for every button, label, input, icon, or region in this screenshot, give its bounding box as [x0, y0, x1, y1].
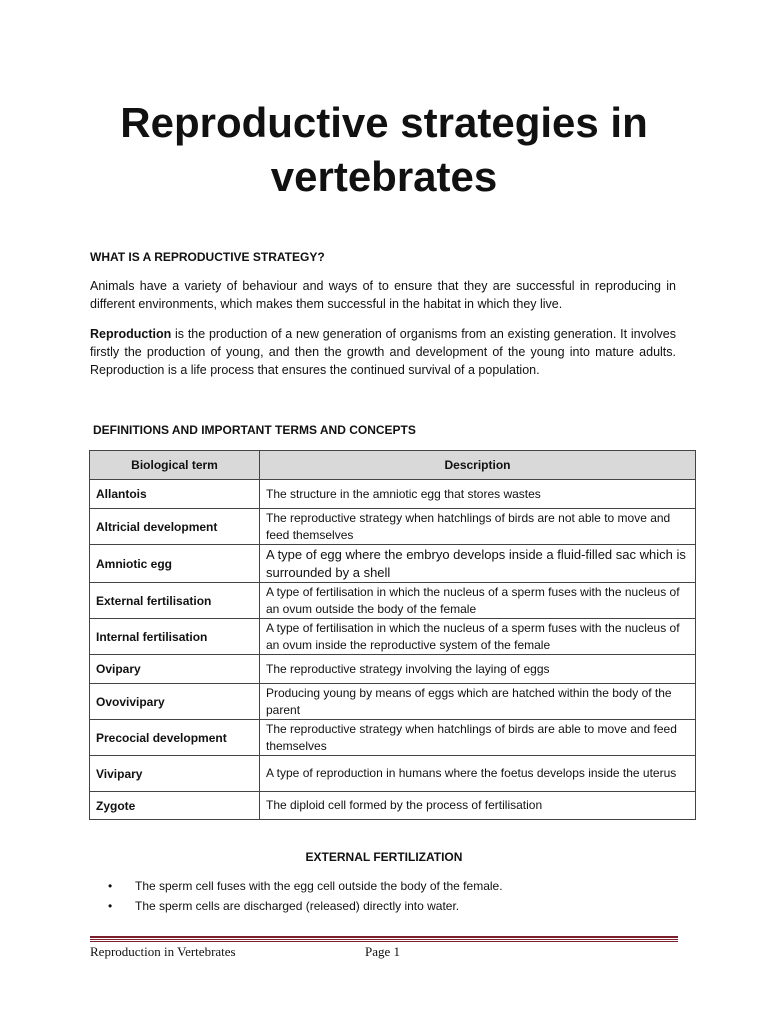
section-heading-definitions: DEFINITIONS AND IMPORTANT TERMS AND CONCEPTS: [93, 423, 416, 437]
term-cell: Allantois: [90, 480, 260, 509]
bullet-icon: •: [108, 899, 113, 913]
table-row: [90, 480, 696, 509]
table-header-row: [90, 451, 696, 480]
description-cell: The diploid cell formed by the process of fertilisation: [260, 792, 696, 820]
reproduction-paragraph: [90, 325, 676, 379]
description-cell: The reproductive strategy when hatchlings of birds are able to move and feed themselves: [260, 720, 696, 756]
term-cell: External fertilisation: [90, 583, 260, 619]
description-cell: The structure in the amniotic egg that stores wastes: [260, 480, 696, 509]
term-cell: Vivipary: [90, 756, 260, 792]
table-row: [90, 509, 696, 545]
list-item-text: The sperm cell fuses with the egg cell outside the body of the female.: [135, 879, 503, 893]
term-cell: Zygote: [90, 792, 260, 820]
bullet-icon: •: [108, 879, 113, 893]
term-cell: Internal fertilisation: [90, 619, 260, 655]
table-row: [90, 545, 696, 583]
table-row: [90, 619, 696, 655]
table-row: [90, 720, 696, 756]
description-cell: The reproductive strategy involving the laying of eggs: [260, 655, 696, 684]
description-cell: A type of fertilisation in which the nucleus of a sperm fuses with the nucleus of an ovum inside the reproductive system of the female: [260, 619, 696, 655]
table-row: [90, 655, 696, 684]
section-heading-external-fertilization: EXTERNAL FERTILIZATION: [305, 850, 463, 864]
table-row: [90, 583, 696, 619]
list-item: [90, 896, 676, 916]
description-cell: Producing young by means of eggs which are hatched within the body of the parent: [260, 684, 696, 720]
column-header-description: Description: [260, 451, 696, 480]
footer-divider-line: [90, 936, 678, 938]
term-cell: Precocial development: [90, 720, 260, 756]
reproduction-definition: is the production of a new generation of organisms from an existing generation. It involves firstly the production of young, and then the growth and development of the young into mature adults. Reproduction is a life process that ensures the continued survival of a population.: [90, 327, 676, 377]
table-row: [90, 792, 696, 820]
list-item-text: The sperm cells are discharged (released) directly into water.: [135, 899, 460, 913]
description-cell: A type of egg where the embryo develops inside a fluid-filled sac which is surrounded by a shell: [260, 545, 696, 583]
footer-divider-line: [90, 941, 678, 942]
table-row: [90, 756, 696, 792]
footer-divider: [90, 936, 678, 942]
footer-divider-line: [90, 939, 678, 940]
description-cell: A type of fertilisation in which the nucleus of a sperm fuses with the nucleus of an ovum outside the body of the female: [260, 583, 696, 619]
term-cell: Ovipary: [90, 655, 260, 684]
term-cell: Amniotic egg: [90, 545, 260, 583]
description-cell: The reproductive strategy when hatchlings of birds are not able to move and feed themselves: [260, 509, 696, 545]
column-header-term: Biological term: [90, 451, 260, 480]
table-row: [90, 684, 696, 720]
page-title: Reproductive strategies in vertebrates: [120, 99, 648, 200]
intro-paragraph: Animals have a variety of behaviour and ways of to ensure that they are successful in reproducing in different environments, which makes them successful in the habitat in which they live.: [90, 279, 676, 311]
term-cell: Ovovivipary: [90, 684, 260, 720]
reproduction-term: Reproduction: [90, 327, 172, 341]
term-cell: Altricial development: [90, 509, 260, 545]
section-heading-strategy: WHAT IS A REPRODUCTIVE STRATEGY?: [90, 250, 325, 264]
external-fertilization-list: [90, 876, 676, 916]
footer-document-title: Reproduction in Vertebrates: [90, 944, 236, 959]
definitions-table: [89, 450, 696, 820]
footer-page-number: Page 1: [365, 944, 401, 959]
description-cell: A type of reproduction in humans where the foetus develops inside the uterus: [260, 756, 696, 792]
list-item: [90, 876, 676, 896]
